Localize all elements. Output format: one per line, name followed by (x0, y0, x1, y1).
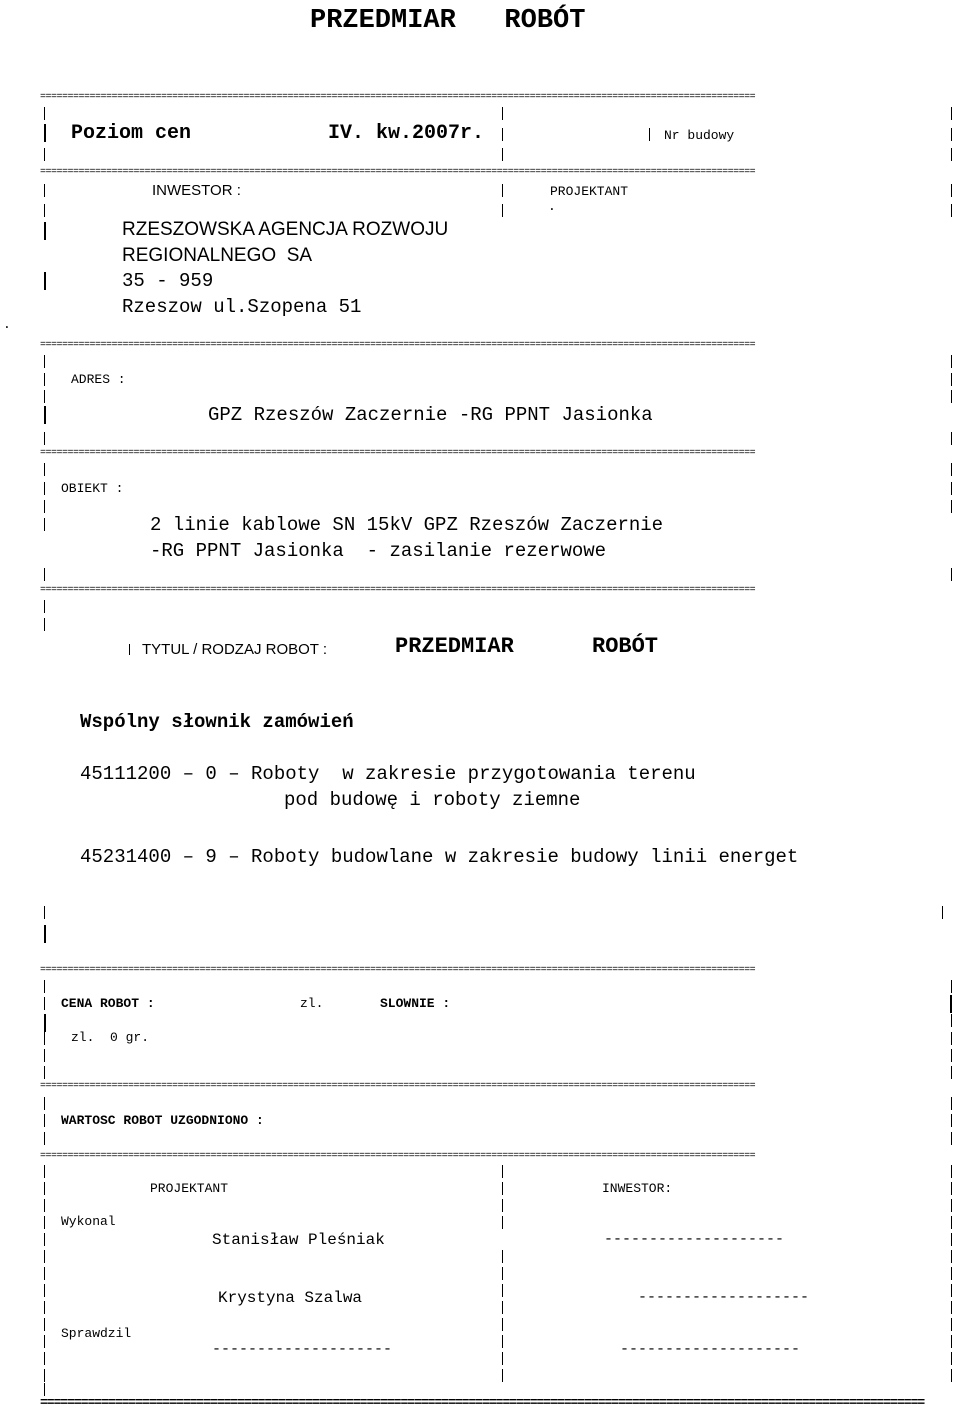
separator-line: ================================================================================================================================== (40, 168, 756, 178)
separator-line: ================================================================================================================================== (40, 1152, 756, 1162)
made-by-label: Wykonal (61, 1214, 116, 1229)
cpv-item-1-cont: pod budowę i roboty ziemne (284, 789, 581, 811)
price-level-value: IV. kw.2007r. (328, 122, 485, 145)
made-by-investor-line: -------------------- (604, 1231, 785, 1248)
building-number-label: Nr budowy (664, 128, 735, 143)
object-line1: 2 linie kablowe SN 15kV GPZ Rzeszów Zaczernie (150, 514, 664, 536)
separator-line: ================================================================================================================================== (40, 449, 756, 459)
separator-line: ================================================================================================================================== (40, 341, 756, 351)
checked-by-designer-line: -------------------- (212, 1341, 393, 1358)
stray-dot: . (3, 317, 11, 332)
separator-line: ================================================================================================================================== (40, 966, 756, 976)
investor-name-line2: REGIONALNEGO SA (122, 245, 313, 266)
separator-line: ================================================================================================================================== (40, 1082, 756, 1092)
cost-label: CENA ROBOT : (61, 996, 155, 1011)
work-type-label: TYTUL / RODZAJ ROBOT : (142, 641, 328, 658)
cpv-item-2: 45231400 – 9 – Roboty budowlane w zakresie budowy linii energet (80, 846, 799, 868)
designer-label: PROJEKTANT (550, 184, 629, 199)
made-by-designer: Stanisław Pleśniak (212, 1231, 385, 1249)
investor-name-line1: RZESZOWSKA AGENCJA ROZWOJU (122, 219, 449, 240)
separator-line: ================================================================================================================================== (40, 93, 756, 103)
address-label: ADRES : (71, 372, 126, 387)
checked-by-investor-line-2: -------------------- (620, 1341, 801, 1358)
checked-by-designer: Krystyna Szalwa (218, 1289, 363, 1307)
cost-amount: zl. 0 gr. (71, 1030, 150, 1045)
investor-postcode: 35 - 959 (122, 270, 214, 292)
address-value: GPZ Rzeszów Zaczernie -RG PPNT Jasionka (208, 404, 653, 426)
object-label: OBIEKT : (61, 481, 124, 496)
investor-street: Rzeszow ul.Szopena 51 (122, 296, 362, 318)
checked-by-label: Sprawdzil (61, 1326, 132, 1341)
cost-in-words-label: SLOWNIE : (380, 996, 451, 1011)
signature-designer-label: PROJEKTANT (150, 1181, 229, 1196)
cpv-item-1: 45111200 – 0 – Roboty w zakresie przygotowania terenu (80, 763, 696, 785)
work-type-value-2: ROBÓT (592, 634, 659, 659)
cpv-heading: Wspólny słownik zamówień (80, 711, 354, 733)
separator-line: ================================================================================================================================== (40, 1396, 925, 1409)
work-type-value: PRZEDMIAR (395, 634, 514, 659)
investor-label: INWESTOR : (152, 182, 241, 199)
price-level-label: Poziom cen (71, 122, 192, 145)
designer-value: . (548, 199, 556, 214)
object-line2: -RG PPNT Jasionka - zasilanie rezerwowe (150, 540, 607, 562)
document-title: PRZEDMIAR ROBÓT (310, 6, 586, 36)
separator-line: ================================================================================================================================== (40, 586, 756, 596)
cost-currency: zl. (300, 996, 324, 1011)
agreed-value-label: WARTOSC ROBOT UZGODNIONO : (61, 1113, 264, 1128)
signature-investor-label: INWESTOR: (602, 1181, 673, 1196)
checked-by-investor-line-1: ------------------- (638, 1289, 810, 1306)
